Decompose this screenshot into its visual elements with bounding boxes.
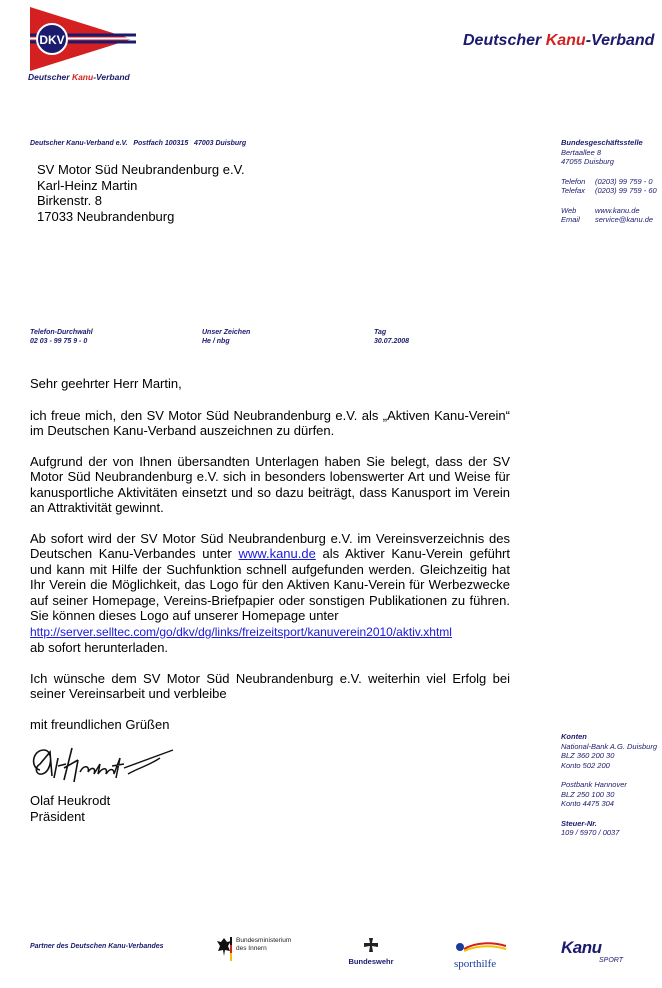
p3-url — [30, 624, 510, 641]
dkv-pennant-icon — [28, 5, 138, 73]
web-label: Web — [561, 205, 577, 215]
paragraph-4: Ich wünsche dem SV Motor Süd Neubrandenburg e.V. weiterhin viel Erfolg bei seiner Vereinsarbeit und verbleibe — [30, 670, 510, 701]
fax-label: Telefax — [561, 186, 585, 195]
kanu-link[interactable]: www.kanu.de — [238, 546, 316, 561]
accounts-title: Konten — [561, 732, 587, 741]
tax-value: 109 / 5970 / 0037 — [561, 828, 620, 837]
fax-value: (0203) 99 759 - 60 — [595, 186, 657, 195]
p3-part2: als Aktiver Kanu-Verein geführt und kann mit Hilfe der Suchfunktion schnell aufgefunden werden. Gleichzeitig hat Ihr Verein die Möglichkeit, das Logo für den Aktiven Kanu-Verein für Werbezwecke auf seiner Homepage, Vereins-Briefpapier oder sonstigen Publikationen zu führen. Sie können dieses Logo auf unserer Homepage unter — [30, 546, 510, 623]
recipient-line4: 17033 Neubrandenburg — [37, 208, 175, 224]
ref-phone-value: 02 03 - 99 75 9 - 0 — [30, 338, 88, 345]
letter-body — [30, 376, 510, 732]
sporthilfe-text: sporthilfe — [454, 958, 497, 970]
bmi-line2: des Innern — [236, 945, 267, 952]
sender-line: Deutscher Kanu-Verband e.V. Postfach 100315 47003 Duisburg — [30, 140, 247, 147]
kanu-sport-main: Kanu — [561, 938, 602, 957]
recipient-line1: SV Motor Süd Neubrandenburg e.V. — [37, 162, 245, 177]
recipient-line3: Birkenstr. 8 — [37, 193, 103, 208]
ref-phone-label: Telefon-Durchwahl — [30, 329, 93, 336]
kanu-sport-logo — [561, 939, 623, 965]
iron-cross-icon — [364, 938, 378, 952]
sporthilfe-swoosh-icon — [452, 940, 508, 954]
bank2-name: Postbank Hannover — [561, 780, 627, 789]
email-label: Email — [561, 215, 580, 224]
bmi-line1: Bundesministerium — [236, 937, 292, 944]
office-phone-row — [561, 177, 661, 187]
tax-title: Steuer-Nr. — [561, 818, 597, 828]
logo-download-link[interactable]: http://server.selltec.com/go/dkv/dg/links/freizeitsport/kanuverein2010/aktiv.xhtml — [30, 624, 452, 639]
accounts-block — [561, 732, 662, 838]
ref-date-value: 30.07.2008 — [374, 338, 410, 345]
dkv-logo — [28, 5, 138, 85]
bundeswehr-logo — [344, 938, 398, 966]
email-value[interactable]: service@kanu.de — [595, 215, 654, 224]
bank1-name: National-Bank A.G. Duisburg — [561, 741, 658, 751]
bank2-blz: BLZ 250 100 30 — [561, 789, 615, 799]
logo-initials: DKV — [39, 33, 65, 47]
federal-eagle-icon — [216, 937, 232, 961]
ref-sign — [202, 328, 250, 346]
office-web-row — [561, 206, 661, 216]
office-title: Bundesgeschäftsstelle — [561, 138, 643, 147]
brand-title-pre: Deutscher — [463, 32, 546, 49]
closing: mit freundlichen Grüßen — [30, 716, 170, 732]
paragraph-3 — [30, 531, 510, 624]
ref-date — [374, 328, 409, 346]
bank1-konto: Konto 502 200 — [561, 760, 610, 770]
office-street: Bertaallee 8 — [561, 147, 602, 157]
phone-label: Telefon — [561, 176, 586, 186]
logo-caption — [28, 72, 130, 82]
bmi-logo — [216, 937, 291, 961]
office-city: 47055 Duisburg — [561, 157, 614, 166]
logo-caption-pre: Deutscher — [28, 72, 72, 82]
paragraph-2: Aufgrund der von Ihnen übersandten Unterlagen haben Sie belegt, dass der SV Motor Süd Neubrandenburg e.V. sich in besonders lobenswerter Art und Weise für kanusportliche Aktivitäten einsetzt und so dazu beiträgt, dass Kanusport im Verein an Attraktivität gewinnt. — [30, 453, 510, 515]
handwritten-signature — [28, 738, 178, 788]
office-block — [561, 138, 661, 225]
logo-caption-accent: Kanu — [71, 72, 94, 82]
office-fax-row — [561, 186, 661, 196]
signatory-name: Olaf Heukrodt — [30, 793, 111, 808]
ref-sign-label: Unser Zeichen — [202, 329, 251, 336]
office-email-row — [561, 215, 661, 225]
ref-sign-value: He / nbg — [202, 338, 230, 345]
bundeswehr-text: Bundeswehr — [348, 957, 394, 966]
sporthilfe-logo — [452, 940, 512, 970]
signatory-title: Präsident — [30, 808, 85, 824]
salutation: Sehr geehrter Herr Martin, — [30, 376, 182, 391]
brand-title-post: -Verband — [585, 32, 655, 49]
bank1-blz: BLZ 360 200 30 — [561, 751, 615, 760]
ref-phone — [30, 328, 93, 346]
signatory — [30, 793, 110, 824]
bank2-konto: Konto 4475 304 — [561, 799, 614, 808]
brand-title-accent: Kanu — [545, 32, 586, 49]
partner-text: Partner des Deutschen Kanu-Verbandes — [30, 943, 164, 950]
paragraph-1: ich freue mich, den SV Motor Süd Neubrandenburg e.V. als „Aktiven Kanu-Verein“ im Deutschen Kanu-Verband auszeichnen zu dürfen. — [30, 407, 510, 438]
web-value[interactable]: www.kanu.de — [595, 205, 640, 215]
ref-date-label: Tag — [374, 329, 387, 336]
brand-title — [463, 32, 654, 50]
phone-value: (0203) 99 759 - 0 — [595, 176, 653, 186]
kanu-sport-sub: SPORT — [599, 957, 623, 964]
recipient-line2: Karl-Heinz Martin — [37, 177, 138, 193]
recipient-address — [37, 162, 245, 224]
p3-end: ab sofort herunterladen. — [30, 640, 169, 655]
p3-part1: Ab sofort wird der SV Motor Süd Neubrandenburg e.V. im Vereinsverzeichnis des Deutschen Kanu-Verbandes unter — [30, 530, 510, 561]
logo-caption-post: -Verband — [93, 72, 130, 82]
